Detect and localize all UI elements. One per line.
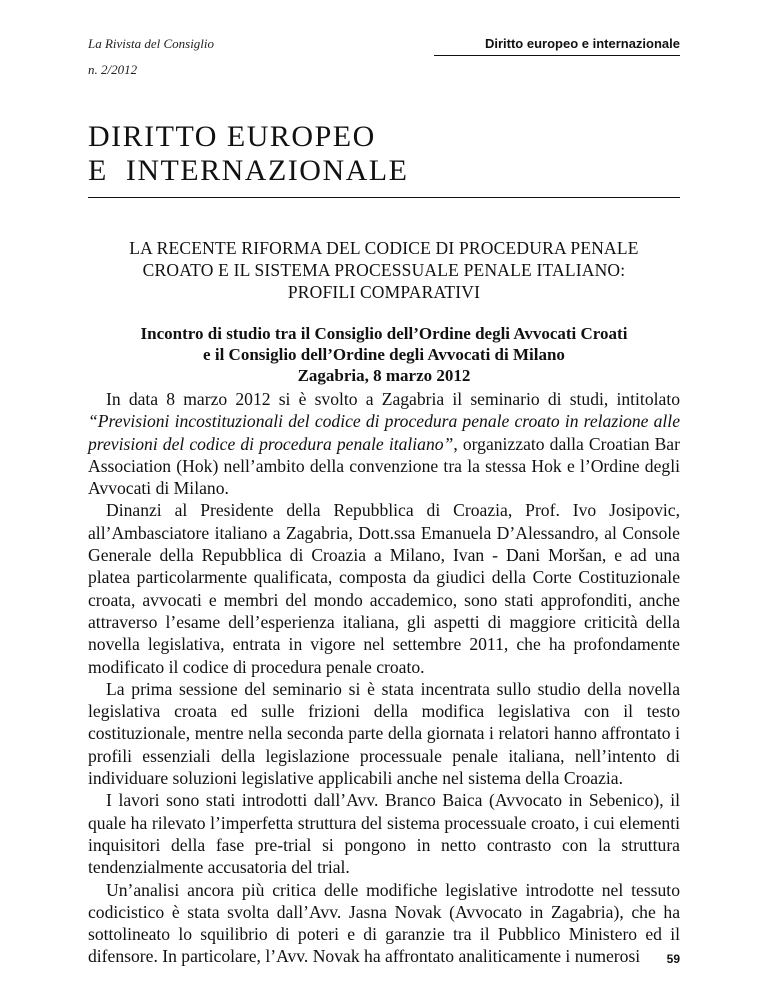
subtitle-line: e il Consiglio dell’Ordine degli Avvocati di Milano: [203, 345, 565, 364]
section-title-line: E INTERNAZIONALE: [88, 154, 409, 187]
page-number: 59: [666, 952, 680, 966]
issue-number: n. 2/2012: [88, 62, 138, 77]
seminar-title-italic: “Previsioni incostituzionali del codice di procedura penale croato in relazione alle previsioni del codice di procedura penale italiano”: [88, 411, 680, 454]
journal-name: La Rivista del Consiglio: [88, 36, 215, 51]
article-title-line: PROFILI COMPARATIVI: [287, 282, 481, 302]
paragraph-text: In data 8 marzo 2012 si è svolto a Zagabria il seminario di studi, intitolato: [106, 389, 680, 409]
article-title-line: LA RECENTE RIFORMA DEL CODICE DI PROCEDURA PENALE: [129, 238, 639, 258]
article-subtitle: [88, 323, 680, 386]
section-rule: [88, 197, 680, 198]
article-title-line: CROATO E IL SISTEMA PROCESSUALE PENALE ITALIANO:: [142, 260, 626, 280]
paragraph: [88, 388, 680, 499]
paragraph: Dinanzi al Presidente della Repubblica di Croazia, Prof. Ivo Josipovic, all’Ambasciatore italiano a Zagabria, Dott.ssa Emanuela D’Alessandro, al Console Generale della Repubblica di Croazia a Milano, Ivan - Dani Moršan, e ad una platea particolarmente qualificata, composta da giudici della Corte Costituzionale croata, avvocati e membri del mondo accademico, sono stati approfonditi, anche attraverso l’esame dell’esperienza italiana, gli aspetti di maggiore criticità della novella legislativa, entrata in vigore nel settembre 2011, che ha profondamente modificato il codice di procedura penale croato.: [88, 500, 680, 677]
subtitle-line: Incontro di studio tra il Consiglio dell’Ordine degli Avvocati Croati: [140, 324, 628, 343]
header-rule: [434, 55, 680, 56]
paragraph: La prima sessione del seminario si è stata incentrata sullo studio della novella legislativa croata ed sulle frizioni della modifica legislativa con il testo costituzionale, mentre nella seconda parte della giornata i relatori hanno affrontato i profili essenziali della legislazione processuale penale italiana, nell’intento di individuare soluzioni legislative applicabili anche nel sistema della Croazia.: [88, 678, 680, 789]
paragraph: Un’analisi ancora più critica delle modifiche legislative introdotte nel tessuto codicistico è stata svolta dall’Avv. Jasna Novak (Avvocato in Zagabria), che ha sottolineato lo squilibrio di poteri e di garanzie tra il Pubblico Ministero ed il difensore. In particolare, l’Avv. Novak ha affrontato analiticamente i numerosi: [88, 879, 680, 967]
subtitle-line: Zagabria, 8 marzo 2012: [297, 366, 471, 385]
article-title: [88, 237, 680, 303]
article-body: [88, 388, 680, 968]
section-title-line: DIRITTO EUROPEO: [88, 120, 376, 153]
section-title: [88, 120, 408, 188]
paragraph-text: , organizzato dalla Croatian Bar Association (Hok) nell’ambito della convenzione tra la stessa Hok e l’Ordine degli Avvocati di Milano.: [88, 433, 680, 499]
paragraph: I lavori sono stati introdotti dall’Avv. Branco Baica (Avvocato in Sebenico), il quale ha rilevato l’imperfetta struttura del sistema processuale croato, i cui elementi inquisitori della fase pre-trial si pongono in netto contrasto con la struttura tendenzialmente accusatoria del trial.: [88, 790, 680, 878]
running-section-header: Diritto europeo e internazionale: [484, 36, 680, 51]
